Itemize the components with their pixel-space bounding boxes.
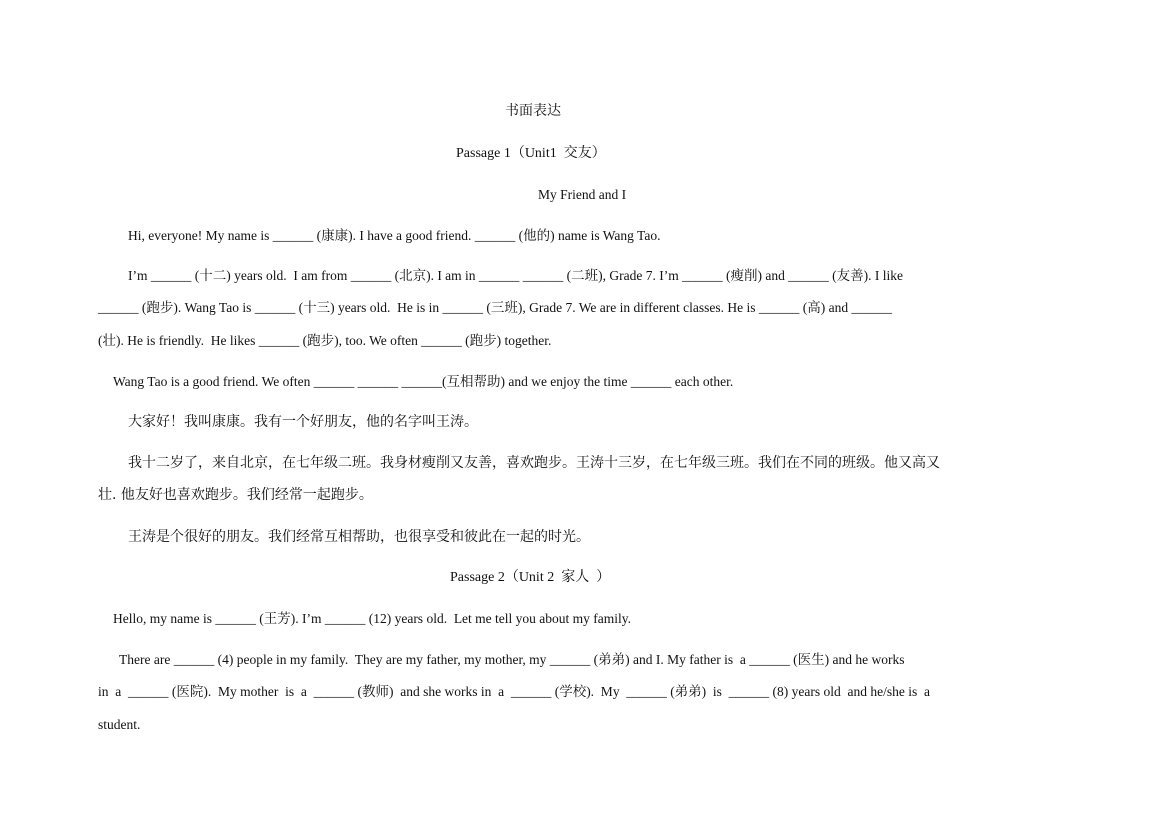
passage1-en-paragraph-2-line-2: ______ (跑步). Wang Tao is ______ (十三) years old. He is in ______ (三班), Grade 7. We are in different classes. He is ______ (高) and ______ [98, 300, 892, 315]
passage2-en-paragraph-1: Hello, my name is ______ (王芳). I’m ______ (12) years old. Let me tell you about my family. [113, 611, 632, 626]
passage1-zh-paragraph-2-line-1: 我十二岁了，来自北京，在七年级二班。我身材瘦削又友善，喜欢跑步。王涛十三岁，在七年级三班。我们在不同的班级。他又高又 [128, 455, 940, 471]
passage1-en-paragraph-2-line-3: (壮). He is friendly. He likes ______ (跑步), too. We often ______ (跑步) together. [98, 333, 552, 348]
passage1-zh-paragraph-1: 大家好！我叫康康。我有一个好朋友，他的名字叫王涛。 [128, 414, 478, 430]
passage1-en-paragraph-3: Wang Tao is a good friend. We often ______ ______ ______(互相帮助) and we enjoy the time ______ each other. [113, 374, 734, 389]
passage1-heading: Passage 1（Unit1 交友） [456, 146, 606, 161]
passage2-en-paragraph-2-line-3: student. [98, 717, 141, 732]
passage1-en-paragraph-1: Hi, everyone! My name is ______ (康康). I have a good friend. ______ (他的) name is Wang Tao. [128, 228, 661, 243]
passage2-en-paragraph-2-line-1: There are ______ (4) people in my family. They are my father, my mother, my ______ (弟弟) and I. My father is a ______ (医生) and he works [119, 652, 905, 667]
passage1-zh-paragraph-2-line-2: 壮. 他友好也喜欢跑步。我们经常一起跑步。 [98, 487, 373, 503]
passage1-en-paragraph-2-line-1: I’m ______ (十二) years old. I am from ______ (北京). I am in ______ ______ (二班), Grade 7. I’m ______ (瘦削) and ______ (友善). I like [128, 268, 903, 283]
passage1-subtitle: My Friend and I [538, 187, 627, 202]
passage1-zh-paragraph-3: 王涛是个很好的朋友。我们经常互相帮助，也很享受和彼此在一起的时光。 [128, 529, 590, 545]
document-title: 书面表达 [505, 103, 561, 119]
passage2-heading: Passage 2（Unit 2 家人 ） [450, 570, 611, 585]
passage2-en-paragraph-2-line-2: in a ______ (医院). My mother is a ______ (教师) and she works in a ______ (学校). My ______ (弟弟) is ______ (8) years old and he/she is a [98, 684, 931, 699]
